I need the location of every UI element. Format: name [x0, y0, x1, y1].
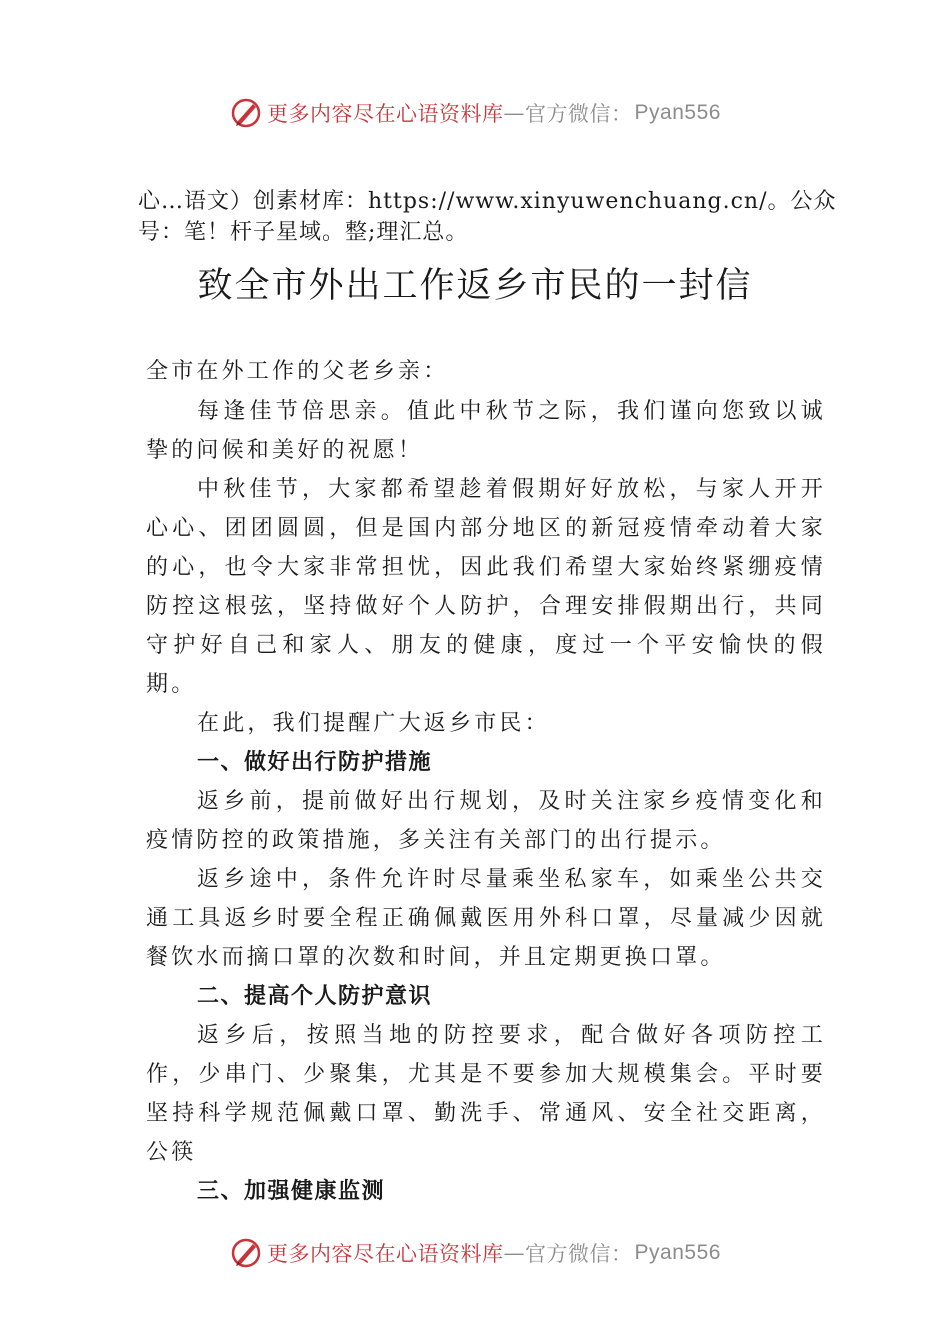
header-watermark	[0, 96, 950, 130]
paragraph-6: 返乡后，按照当地的防控要求，配合做好各项防控工作，少串门、少聚集，尤其是不要参加大规模集会。平时要坚持科学规范佩戴口罩、勤洗手、常通风、安全社交距离，公筷	[146, 1023, 826, 1165]
paragraph-1: 每逢佳节倍思亲。值此中秋节之际，我们谨向您致以诚挚的问候和美好的祝愿！	[146, 399, 826, 463]
pen-logo-icon	[229, 96, 263, 130]
paragraph-5: 返乡途中，条件允许时尽量乘坐私家车，如乘坐公共交通工具返乡时要全程正确佩戴医用外科口罩，尽量减少因就餐饮水而摘口罩的次数和时间，并且定期更换口罩。	[146, 867, 826, 970]
section-heading-1: 一、做好出行防护措施	[197, 750, 433, 775]
watermark-prefix: 更多内容尽在心语资料库	[267, 102, 504, 126]
source-note: 心…语文）创素材库：https://www.xinyuwenchuang.cn/。公众号：笔！杆子星域。整;理汇总。	[138, 189, 837, 245]
watermark-dash: —	[503, 101, 526, 125]
document-title: 致全市外出工作返乡市民的一封信	[197, 266, 753, 306]
watermark-prefix: 更多内容尽在心语资料库	[267, 1242, 504, 1266]
watermark-official: 官方微信：	[525, 1242, 633, 1266]
watermark-dash: —	[503, 1241, 526, 1265]
watermark-official: 官方微信：	[525, 102, 633, 126]
footer-watermark	[0, 1236, 950, 1270]
section-heading-3: 三、加强健康监测	[197, 1179, 386, 1204]
paragraph-4: 返乡前，提前做好出行规划，及时关注家乡疫情变化和疫情防控的政策措施，多关注有关部门的出行提示。	[146, 789, 826, 853]
watermark-id: Pyan556	[634, 1241, 721, 1264]
letter-body	[146, 352, 826, 1211]
pen-logo-icon	[229, 1236, 263, 1270]
watermark-id: Pyan556	[634, 101, 721, 124]
greeting: 全市在外工作的父老乡亲：	[146, 359, 449, 384]
paragraph-2: 中秋佳节，大家都希望趁着假期好好放松，与家人开开心心、团团圆圆，但是国内部分地区的新冠疫情牵动着大家的心，也令大家非常担忧，因此我们希望大家始终紧绷疫情防控这根弦，坚持做好个人防护，合理安排假期出行，共同守护好自己和家人、朋友的健康，度过一个平安愉快的假期。	[146, 477, 826, 697]
section-heading-2: 二、提高个人防护意识	[197, 984, 433, 1009]
paragraph-3: 在此，我们提醒广大返乡市民：	[197, 711, 550, 736]
